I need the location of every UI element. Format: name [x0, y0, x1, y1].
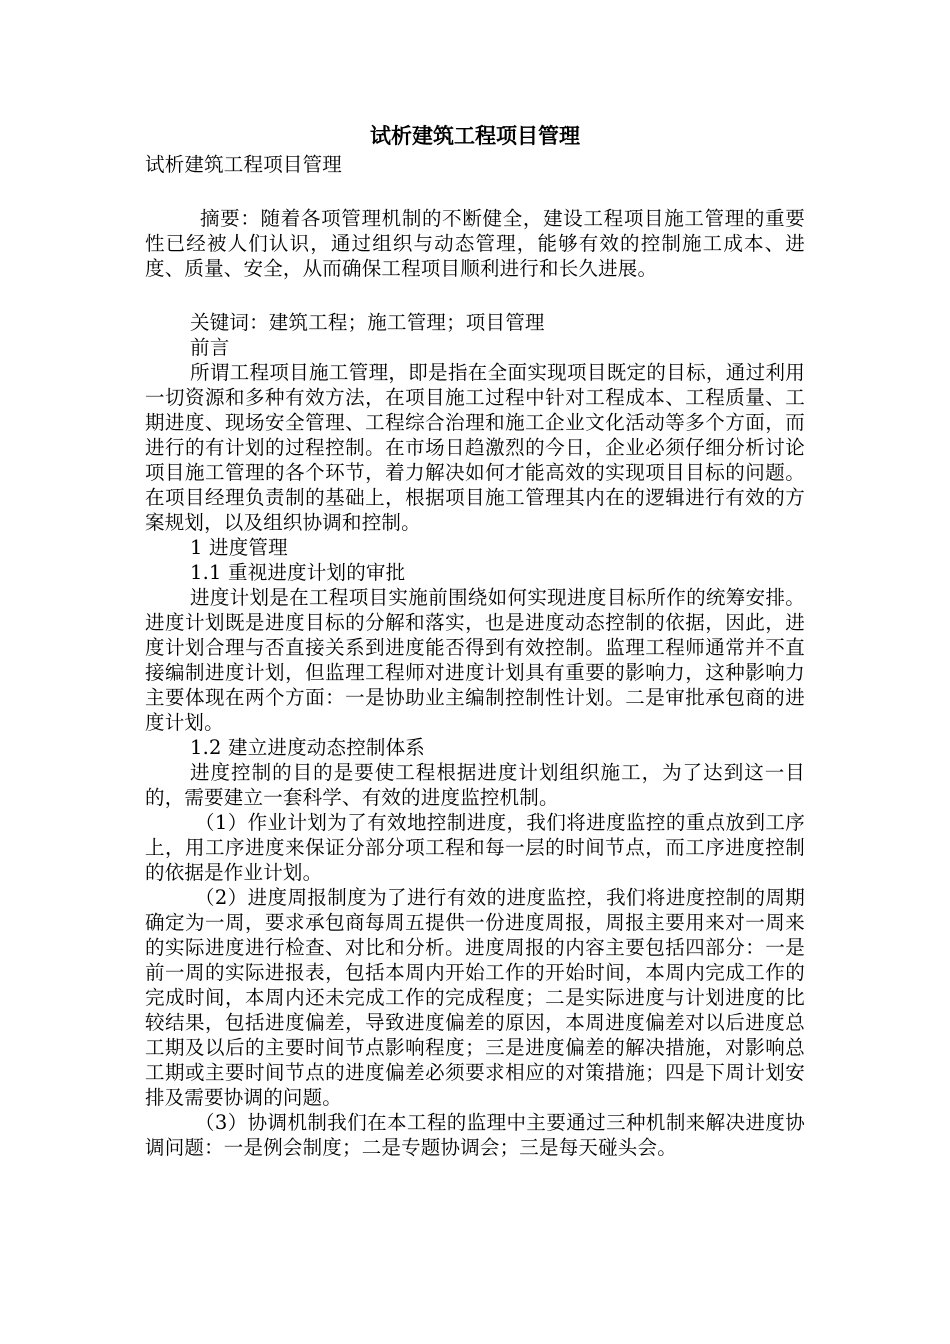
keywords-line: 关键词：建筑工程；施工管理；项目管理 — [190, 311, 545, 334]
section-1-2-paragraph: 进度控制的目的是要使工程根据进度计划组织施工，为了达到这一目的，需要建立一套科学、有效的进度监控机制。 — [145, 761, 805, 809]
spacer — [145, 177, 805, 206]
document-body — [145, 120, 805, 1160]
document-subtitle: 试析建筑工程项目管理 — [145, 153, 343, 176]
spacer — [145, 281, 805, 310]
list-item-2: （2）进度周报制度为了进行有效的进度监控，我们将进度控制的周期确定为一周，要求承包商每周五提供一份进度周报，周报主要用来对一周来的实际进度进行检查、对比和分析。进度周报的内容主要包括四部分：一是前一周的实际进报表，包括本周内开始工作的开始时间，本周内完成工作的完成时间，本周内还未完成工作的完成程度；二是实际进度与计划进度的比较结果，包括进度偏差，导致进度偏差的原因，本周进度偏差对以后进度总工期及以后的主要时间节点影响程度；三是进度偏差的解决措施，对影响总工期或主要时间节点的进度偏差必须要求相应的对策措施；四是下周计划安排及需要协调的问题。 — [145, 886, 805, 1109]
section-1-heading: 1 进度管理 — [190, 536, 288, 559]
document-title: 试析建筑工程项目管理 — [370, 123, 580, 148]
section-1-1-heading: 1.1 重视进度计划的审批 — [190, 561, 406, 584]
preface-heading: 前言 — [190, 336, 230, 359]
list-item-1: （1）作业计划为了有效地控制进度，我们将进度监控的重点放到工序上，用工序进度来保证分部分项工程和每一层的时间节点，而工序进度控制的依据是作业计划。 — [145, 811, 805, 884]
preface-paragraph: 所谓工程项目施工管理，即是指在全面实现项目既定的目标，通过利用一切资源和多种有效方法，在项目施工过程中针对工程成本、工程质量、工期进度、现场安全管理、工程综合治理和施工企业文化活动等多个方面，而进行的有计划的过程控制。在市场日趋激烈的今日，企业必须仔细分析讨论项目施工管理的各个环节，着力解决如何才能高效的实现项目目标的问题。在项目经理负责制的基础上，根据项目施工管理其内在的逻辑进行有效的方案规划，以及组织协调和控制。 — [145, 361, 805, 534]
list-item-3: （3）协调机制我们在本工程的监理中主要通过三种机制来解决进度协调问题：一是例会制度；二是专题协调会；三是每天碰头会。 — [145, 1111, 805, 1159]
section-1-1-paragraph: 进度计划是在工程项目实施前围绕如何实现进度目标所作的统筹安排。进度计划既是进度目标的分解和落实，也是进度动态控制的依据，因此，进度计划合理与否直接关系到进度能否得到有效控制。监理工程师通常并不直接编制进度计划，但监理工程师对进度计划具有重要的影响力，这种影响力主要体现在两个方面：一是协助业主编制控制性计划。二是审批承包商的进度计划。 — [145, 586, 805, 734]
abstract-paragraph: 摘要：随着各项管理机制的不断健全，建设工程项目施工管理的重要性已经被人们认识，通过组织与动态管理，能够有效的控制施工成本、进度、质量、安全，从而确保工程项目顺利进行和长久进展。 — [145, 207, 805, 280]
section-1-2-heading: 1.2 建立进度动态控制体系 — [190, 736, 426, 759]
